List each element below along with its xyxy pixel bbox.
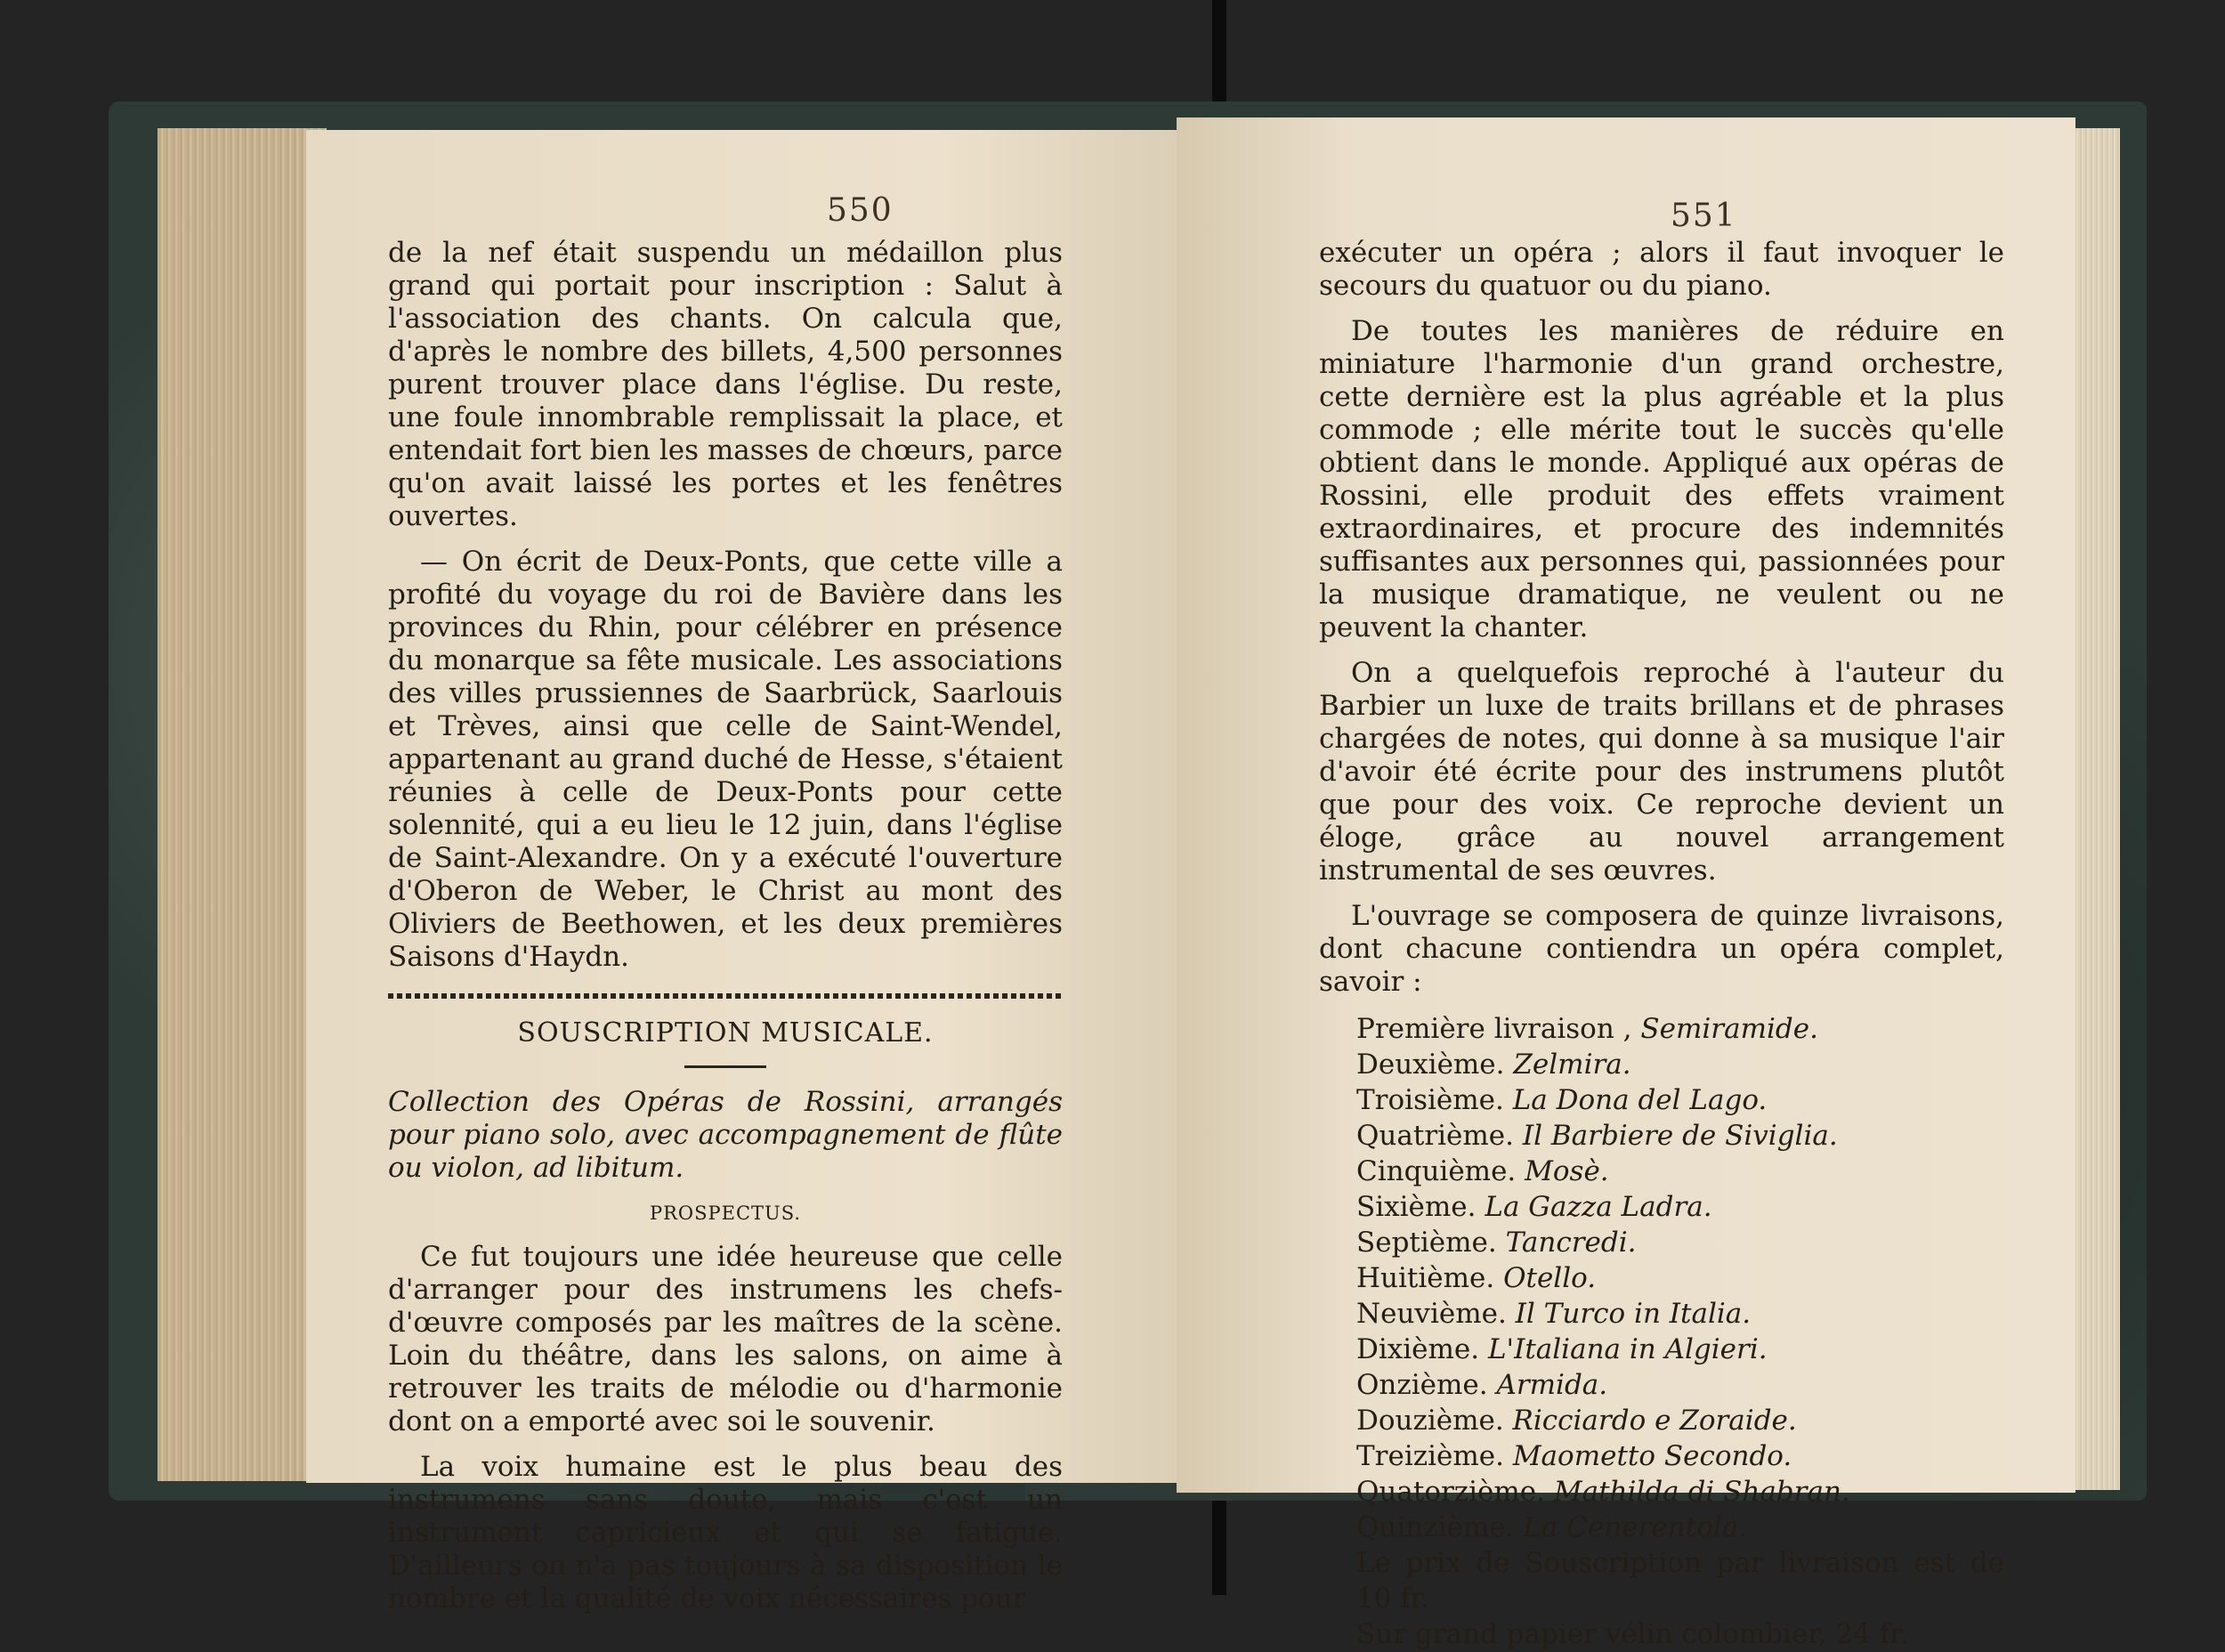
- livraison-list: [1319, 1011, 2004, 1652]
- left-page: [306, 130, 1207, 1615]
- list-item: Septième. Tancredi.: [1356, 1227, 1637, 1259]
- paragraph: L'ouvrage se composera de quinze livraisons, dont chacune contiendra un opéra complet, savoir :: [1319, 900, 2004, 998]
- list-item: Deuxième. Zelmira.: [1356, 1049, 1631, 1081]
- list-item: Douzième. Ricciardo e Zoraide.: [1356, 1405, 1797, 1437]
- list-item: Onzième. Armida.: [1356, 1369, 1608, 1401]
- open-book: [109, 93, 2156, 1650]
- paragraph: Ce fut toujours une idée heureuse que celle d'arranger pour des instrumens les chefs-d'œuvre composés par les maîtres de la scène. Loin du théâtre, dans les salons, on aime à retrouver les traits de mélodie ou d'harmonie dont on a emporté avec soi le souvenir.: [388, 1241, 1063, 1437]
- section-title: SOUSCRIPTION MUSICALE.: [517, 1017, 934, 1049]
- list-item: Treizième. Maometto Secondo.: [1356, 1440, 1792, 1472]
- list-item: Troisième. La Dona del Lago.: [1356, 1084, 1768, 1116]
- left-page-body: [388, 237, 1063, 1628]
- paragraph: de la nef était suspendu un médaillon plus grand qui portait pour inscription : Salut à l'association des chants. On calcula que, d'après le nombre des billets, 4,500 personnes purent trouver place dans l'église. Du reste, une foule innombrable remplissait la place, et entendait fort bien les masses de chœurs, parce qu'on avait laissé les portes et les fenêtres ouvertes.: [388, 237, 1063, 532]
- price-line: Sur grand papier vélin colombier, 24 fr.: [1356, 1618, 1909, 1650]
- list-item: Quatrième. Il Barbiere de Siviglia.: [1356, 1120, 1838, 1152]
- list-item: Première livraison , Semiramide.: [1356, 1013, 1818, 1045]
- paragraph: — On écrit de Deux-Ponts, que cette ville a profité du voyage du roi de Bavière dans les provinces du Rhin, pour célébrer en présence du monarque sa fête musicale. Les associations des villes prussiennes de Saarbrück, Saarlouis et Trèves, ainsi que celle de Saint-Wendel, appartenant au grand duché de Hesse, s'étaient réunies à celle de Deux-Ponts pour cette solennité, qui a eu lieu le 12 juin, dans l'église de Saint-Alexandre. On y a exécuté l'ouverture d'Oberon de Weber, le Christ au mont des Oliviers de Beethowen, et les deux premières Saisons d'Haydn.: [388, 546, 1063, 973]
- list-item: Quinzième. La Cenerentola.: [1356, 1511, 1748, 1543]
- list-item: Huitième. Otello.: [1356, 1262, 1597, 1294]
- prospectus-heading: PROSPECTUS.: [649, 1203, 802, 1224]
- separator-rule: [388, 993, 1063, 999]
- left-page-edges: [158, 128, 327, 1481]
- collection-description: Collection des Opéras de Rossini, arrangés pour piano solo, avec accompagnement de flûte ou violon, ad libitum.: [388, 1086, 1063, 1184]
- paragraph: On a quelquefois reproché à l'auteur du Barbier un luxe de traits brillans et de phrases chargées de notes, qui donne à sa musique l'air d'avoir été écrite pour des instrumens plutôt que pour des voix. Ce reproche devient un éloge, grâce au nouvel arrangement instrumental de ses œuvres.: [1319, 657, 2004, 887]
- right-page: [1177, 117, 2075, 1650]
- page-number: 550: [827, 192, 894, 229]
- paragraph: exécuter un opéra ; alors il faut invoquer le secours du quatuor ou du piano.: [1319, 237, 2004, 302]
- price-line: Le prix de Souscription par livraison est de 10 fr.: [1356, 1547, 2004, 1615]
- page-number: 551: [1671, 198, 1737, 234]
- list-item: Dixième. L'Italiana in Algieri.: [1356, 1333, 1768, 1365]
- list-item: Neuvième. Il Turco in Italia.: [1356, 1298, 1752, 1330]
- list-item: Sixième. La Gazza Ladra.: [1356, 1191, 1712, 1223]
- list-item: Cinquième. Mosè.: [1356, 1155, 1609, 1187]
- paragraph: De toutes les manières de réduire en miniature l'harmonie d'un grand orchestre, cette dernière est la plus agréable et la plus commode ; elle mérite tout le succès qu'elle obtient dans le monde. Appliqué aux opéras de Rossini, elle produit des effets vraiment extraordinaires, et procure des indemnités suffisantes aux personnes qui, passionnées pour la musique dramatique, ne veulent ou ne peuvent la chanter.: [1319, 315, 2004, 644]
- list-item: Quatorzième. Mathilda di Shabran.: [1356, 1476, 1850, 1508]
- title-rule: [684, 1065, 766, 1068]
- paragraph: La voix humaine est le plus beau des instrumens sans doute, mais c'est un instrument capricieux et qui se fatigue. D'ailleurs on n'a pas toujours à sa disposition le nombre et la qualité de voix nécessaires pour: [388, 1451, 1063, 1615]
- right-page-body: [1319, 237, 2004, 1652]
